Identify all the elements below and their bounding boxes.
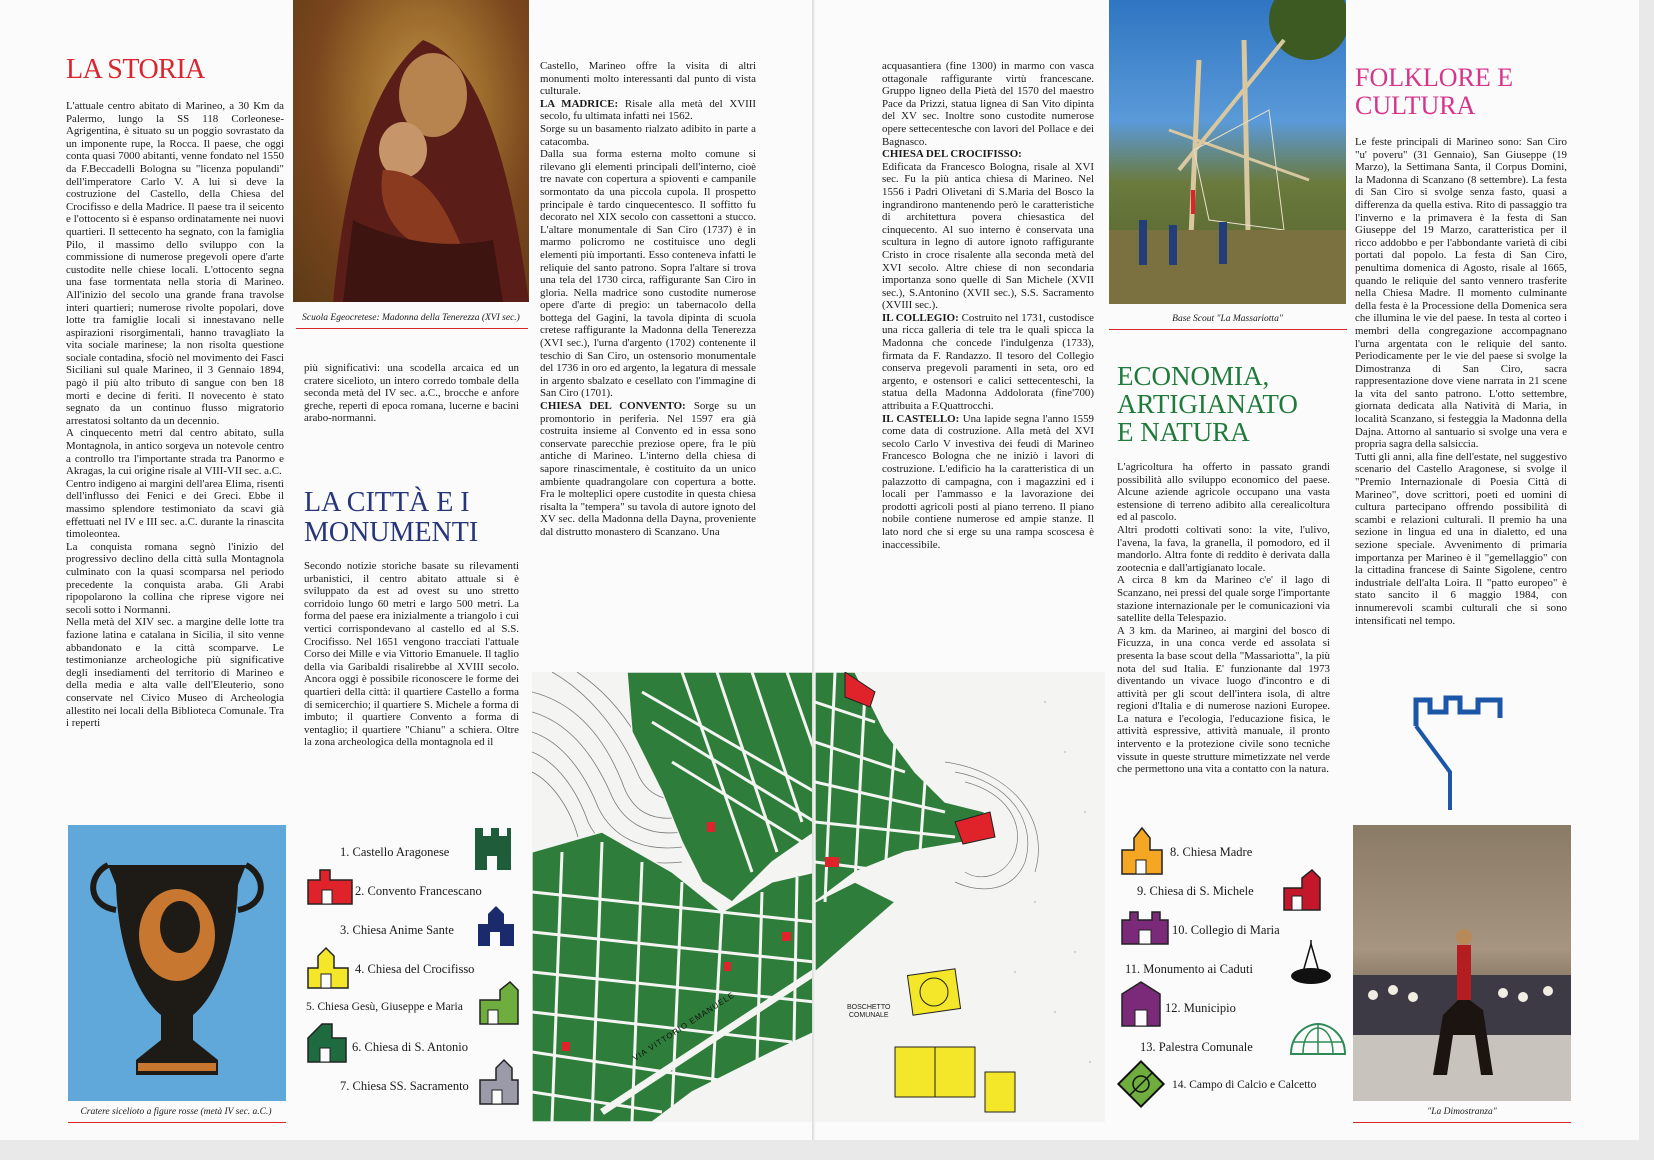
dimostranza-scene [1353, 825, 1571, 1101]
legend-item-2: 2. Convento Francescano [355, 884, 482, 898]
dimostranza-photo [1353, 825, 1571, 1101]
legend-item-6: 6. Chiesa di S. Antonio [352, 1040, 468, 1054]
madonna-figure [293, 0, 529, 302]
crocifisso-heading: CHIESA DEL CROCIFISSO: [882, 148, 1022, 161]
legend-item-14: 14. Campo di Calcio e Calcetto [1172, 1079, 1317, 1091]
storia-title: LA STORIA [66, 54, 205, 85]
collegio-heading: IL COLLEGIO: [882, 311, 959, 324]
legend-item-11: 11. Monumento ai Caduti [1125, 962, 1253, 976]
legend-item-12: 12. Municipio [1165, 1001, 1236, 1015]
cratere-caption: Cratere sicelioto a figure rosse (metà IV sec. a.C.) [80, 1107, 272, 1117]
storia-text: L'attuale centro abitato di Marineo, a 30 Km da Palermo, lungo la SS 118 Corleonese-Agrigentina, è situato su un poggio sovrastato da un imponente rupe, la Rocca. Il paese, che oggi conta quasi 7000 abitanti, venne fondato nel 1550 da F.Beccadelli Bologna su "licenza populandi" dell'imperatore Carlo V. A lui si deve la costruzione del Castello, della Chiesa del Crocifisso e della Madrice. Il paese tra il seicento e l'ottocento si è espanso ordinatamente nei nuovi quartieri. Il settecento ha segnato, con la famiglia Pilo, il massimo dello sviluppo con la commissione di numerose pregevoli opere d'arte custodite nelle chiese locali. L'ottocento segna una fase tormentata nella storia di Marineo. All'inizio del secolo una grande frana travolse interi quartieri; numerose rivolte popolari, dove lotte tra famiglie locali si innestavano nelle aspirazioni risorgimentali, hanno travagliato la vita sociale marinese; la non risolta questione sociale contadina, sfociò nel movimento dei Fasci Siciliani sul quale Marineo, il 3 Gennaio 1894, pagò il più alto tributo di sangue con ben 18 morti e decine di feriti. Il novecento è stato segnato da un continuo flusso migratorio arrestatosi soltanto da un decennio. A cinquecento metri dal centro abitato, sulla Montagnola, in antico sorgeva un notevole centro a controllo tra l'importante strada tra Panormo e Akragas, la cui origine risale al VIII-VII sec. a.C. Centro indigeno ai margini dell'area Elima, risentì dell'influsso dei Fenici e dei Greci. Ebbe il massimo splendore testimoniato da scavi già effettuati nel IV e III sec. a.C. durante la rinascita timoleontea. La conquista romana segnò l'inizio del progressivo declino della città sulla Montagnola culminato con la quasi scomparsa nel periodo precedente la conquista araba. Gli Arabi ripopolarono la collina che riprese vigore nei secoli sotto i Normanni. Nella metà del XIV sec. a margine delle lotte tra fazione latina e catalana in Sicilia, il sito venne abbandonato e la città scomparve. Le testimonianze archeologiche più significative degli insediamenti del territorio di Marineo e della media e alta valle dell'Eleuterio, sono conservate nel Civico Museo di Archeologia allestito nei locali della Biblioteca Comunale. Tra i reperti [66, 100, 284, 730]
castle-logo-icon [1410, 692, 1510, 812]
collegio-icon [1120, 906, 1170, 946]
convento-heading: CHIESA DEL CONVENTO: [540, 400, 686, 413]
scout-photo [1109, 0, 1346, 304]
chiesa-madre-icon [1120, 826, 1164, 876]
caption-rule [296, 328, 528, 329]
legend-item-4: 4. Chiesa del Crocifisso [355, 962, 475, 976]
legend-item-1: 1. Castello Aragonese [340, 845, 450, 859]
map-streets-left [532, 672, 815, 1122]
s-michele-icon [1282, 868, 1322, 912]
dimostranza-caption: "La Dimostranza" [1427, 1107, 1497, 1117]
anime-sante-icon [476, 904, 516, 948]
legend-item-8: 8. Chiesa Madre [1170, 845, 1253, 859]
legend-item-9: 9. Chiesa di S. Michele [1137, 884, 1254, 898]
left-page [0, 0, 815, 1140]
madonna-caption: Scuola Egeocretese: Madonna della Tenerezza (XVI sec.) [302, 313, 520, 323]
s-antonio-icon [306, 1020, 348, 1064]
scout-tower [1109, 0, 1346, 304]
cratere-photo [68, 825, 286, 1101]
madrice-heading: LA MADRICE: [540, 97, 619, 110]
ss-sacramento-icon [478, 1058, 520, 1106]
legend-item-13: 13. Palestra Comunale [1140, 1040, 1253, 1054]
folklore-title: FOLKLORE E CULTURA [1355, 63, 1514, 120]
economia-text: L'agricoltura ha offerto in passato grandi possibilità allo sviluppo economico del paese. Alcune aziende agricole occupano una vasta estensione di terreno adibito alla cerealicoltura ed al pascolo. Altri prodotti coltivati sono: la vite, l'ulivo, l'avena, la fava, la granella, il pomodoro, ed il mandorlo. Altra fonte di reddito è derivata dalla zootecnia e dall'artigianato locale. A circa 8 km da Marineo c'e' il lago di Scanzano, nei pressi del quale sorge l'importante stazione internazionale per le comunicazioni via satellite della Telespazio. A 3 km. da Marineo, ai margini del bosco di Ficuzza, in una conca verde ed assolata si presenta la base scout della "Massariotta", la più nota del sud Italia. E' funzionante dal 1973 diventando un vivace luogo d'incontro e di attività per gli scout dell'intera isola, di altre regioni d'Italia e di numerose nazioni Europee. La natura e l'ecologia, l'educazione fisica, le attività espressive, attività manuale, il pronto intervento e la protezione civile sono tecniche vissute in queste strutture mimetizzate nel verde che permettono una vita a contatto con la natura. [1117, 461, 1330, 776]
boschetto-label: BOSCHETTO COMUNALE [847, 1004, 891, 1019]
right-page [815, 0, 1639, 1140]
cratere-vase [68, 825, 286, 1101]
madonna-painting [293, 0, 529, 302]
museo-text: più significativi: una scodella arcaica ed un cratere sicelioto, un intero corredo tombale della seconda metà del IV sec. a.C., brocche e anfore greche, reperti di epoca romana, lucerne e bacini arabo-normanni. [304, 362, 519, 425]
caption-rule [1109, 329, 1347, 330]
legend-item-10: 10. Collegio di Maria [1172, 923, 1280, 937]
municipio-icon [1120, 980, 1162, 1028]
monumento-caduti-icon [1289, 940, 1333, 988]
legend-item-5: 5. Chiesa Gesù, Giuseppe e Maria [306, 1001, 463, 1013]
gesu-giuseppe-maria-icon [478, 980, 520, 1026]
caption-rule [1353, 1122, 1571, 1123]
legend-item-3: 3. Chiesa Anime Sante [340, 923, 454, 937]
convento-icon [306, 866, 354, 906]
scout-caption: Base Scout "La Massariotta" [1172, 314, 1283, 324]
folklore-text: Le feste principali di Marineo sono: San Ciro "u' poveru" (31 Gennaio), San Giuseppe (19 Marzo), la Settimana Santa, il Corpus Domini, la Madonna di Scanzano (8 settembre). La festa di San Ciro si svolge senza fasto, quasi a differenza da quella estiva. Rito di passaggio tra l'inverno e la primavera è la festa di San Giuseppe del 19 Marzo, caratteristica per il ricco addobbo e per l'abbondante varietà di cibi portati dal popolo. La festa di San Ciro, penultima domenica di Agosto, risale al 1665, quando le reliquie del santo vennero trasferite nella Chiesa Madre. Il momento culminante della festa è la Processione della Domenica sera che illumina le vie del paese. In testa al corteo i membri della congregazione accompagnano l'urna argentata con le reliquie del santo. Periodicamente per le vie del paese si svolge la Dimostranza di San Ciro, sacra rappresentazione dove viene narrata in 21 scene la vita del santo patrono. L'otto settembre, giornata dedicata alla Natività di Maria, in località Scanzano, si festeggia la Madonna della Dajna. Attorno al santuario si svolge una vera e propria sagra della salsiccia. Tutti gli anni, alla fine dell'estate, nel suggestivo scenario del Castello Aragonese, si svolge il "Premio Internazionale di Poesia Città di Marineo", dove scrittori, poeti ed uomini di cultura partecipano offrendo possibilità di scambi e relazioni culturali. Il premio ha una sezione in lingua ed una in dialetto, ed una sezione speciale. Avvenimento di primaria importanza per Marineo è il "gemellaggio" con la cittadina francese di Sainte Sigolene, centro industriale dell'alta Loira. Il "patto europeo" è stato sancito il 6 maggio 1984, con innumerevoli scambi culturali che si sono intensificati nel tempo. [1355, 136, 1567, 627]
castello-heading: IL CASTELLO: [882, 412, 960, 425]
palestra-icon [1289, 1022, 1347, 1056]
monumenti-text: Castello, Marineo offre la visita di altri monumenti molto interessanti dal punto di vista culturale. LA MADRICE: Risale alla metà del XVIII secolo, fu ultimata infatti nei 1562. Sorge su un basamento rialzato adibito in parte a catacomba. Dalla sua forma esterna molto comune si rilevano gli elementi principali dell'interno, cioè tre navate con copertura a spioventi e campanile sormontato da una piccola cupola. Il prospetto principale è tardo cinquecentesco. Il soffitto fu decorato nel XIX secolo con cassettoni a stucco. L'altare monumentale di San Ciro (1737) è in marmo policromo ne costituisce uno degli elementi più importanti. Esso conteneva infatti le reliquie del santo patrono. Sopra l'altare si trova una tela del 1730 circa, raffigurante San Ciro in gloria. Nella madrice sono custodite numerose opere d'arte di pregio: un tabernacolo della bottega del Gagini, la tavola dipinta di scuola cretese raffigurante la Madonna della Tenerezza (XVI sec.), l'urna d'argento (1702) contenente il teschio di San Ciro, un ostensorio monumentale del 1736 in oro ed argento, la legatura di messale in argento sbalzato e cesellato con l'immagine di San Ciro (1701). CHIESA DEL CONVENTO: Sorge su un promontorio in periferia. Nel 1597 era già costruita insieme al Convento ed in essa sono conservate parecchie preziose opere, fra le più antiche di Marineo. L'interno della chiesa di sapore rinascimentale, è costituito da un unico ambiente quadrangolare con copertura a botte. Fra le molteplici opere custodite in questa chiesa risalta la "tempera" su tavola di autore ignoto del XV sec. della Madonna della Dayna, proveniente dal distrutto monastero di Scanzano. Una [540, 60, 756, 538]
citta-text: Secondo notizie storiche basate su rilevamenti urbanistici, il centro abitato attuale si è sviluppato da est ad ovest su uno stretto corridoio lungo 60 metri e largo 500 metri. La forma del paese era inizialmente a triangolo i cui vertici corrispondevano al castello ed al S.S. Crocifisso. Nel 1651 vengono tracciati l'attuale Corso dei Mille e via Vittorio Emanuele. Il taglio della via Garibaldi risalirebbe al XVIII secolo. Ancora oggi è possibile riconoscere le forme dei quartieri della città: il quartiere Castello a forma di semicerchio; il quartiere S. Michele a forma di imbuto; il quartiere Convento a forma di ventaglio; il quartiere "Chianu" a schiera. Oltre la zona archeologica della montagnola ed il [304, 560, 519, 749]
crocifisso-icon [306, 942, 350, 990]
castle-icon [473, 826, 513, 872]
citta-title: LA CITTÀ E I MONUMENTI [304, 487, 479, 548]
city-map-right [815, 672, 1105, 1122]
economia-title: ECONOMIA, ARTIGIANATO E NATURA [1117, 361, 1298, 447]
campo-calcio-icon [1115, 1058, 1167, 1110]
map-street-label: VIA VITTORIO EMANUELE [631, 990, 737, 1063]
caption-rule [68, 1122, 286, 1123]
monumenti-cont-text: acquasantiera (fine 1300) in marmo con vasca ottagonale raffigurante virtù francescane. Gruppo ligneo della Pietà del 1570 del maestro Pace da Prizzi, statua lignea di San Vito dipinta del XV sec. Inoltre sono custodite numerose opere settecentesche con lavori del Pollace e dei Bagnasco. CHIESA DEL CROCIFISSO: Edificata da Francesco Bologna, risale al XVI sec. Fu la più antica chiesa di Marineo. Nel 1556 i Padri Olivetani di S.Maria del Bosco la ingrandirono mantenendo però le caratteristiche di architettura povera chiesastica del cinquecento. Al suo interno è conservata una scultura in legno di autore ignoto raffigurante Cristo in croce risalente alla seconda metà del XVI secolo. Altre chiese di non secondaria importanza sono quelle di San Michele (XVII sec.), S.Antonino (XVII sec.), S.S. Sacramento (XVIII sec.). IL COLLEGIO: Costruito nel 1731, custodisce una ricca galleria di tele tra le quali spicca la Madonna che concede l'indulgenza (1733), firmata da F. Randazzo. Il tesoro del Collegio conserva pregevoli paramenti in seta, oro ed argento, e ostensori e calici settecenteschi, la statua della Madonna Addolorata (fine'700) attribuita a F.Quattrocchi. IL CASTELLO: Una lapide segna l'anno 1559 come data di costruzione. Alla metà del XVI secolo Carlo V investiva dei feudi di Marineo Francesco Bologna che ne iniziò i lavori di costruzione. L'edificio ha la caratteristica di un palazzotto di campagna, con i magazzini ed i locali per l'ammasso e la lavorazione dei prodotti agricoli posti al piano terreno. Il piano nobile contiene numerose ed ampie stanze. Il lato nord che si erge su una rampa scoscesa è inaccessibile. [882, 60, 1095, 551]
city-map-left [532, 672, 815, 1122]
map-streets-right [815, 672, 1105, 1122]
legend-item-7: 7. Chiesa SS. Sacramento [340, 1079, 469, 1093]
